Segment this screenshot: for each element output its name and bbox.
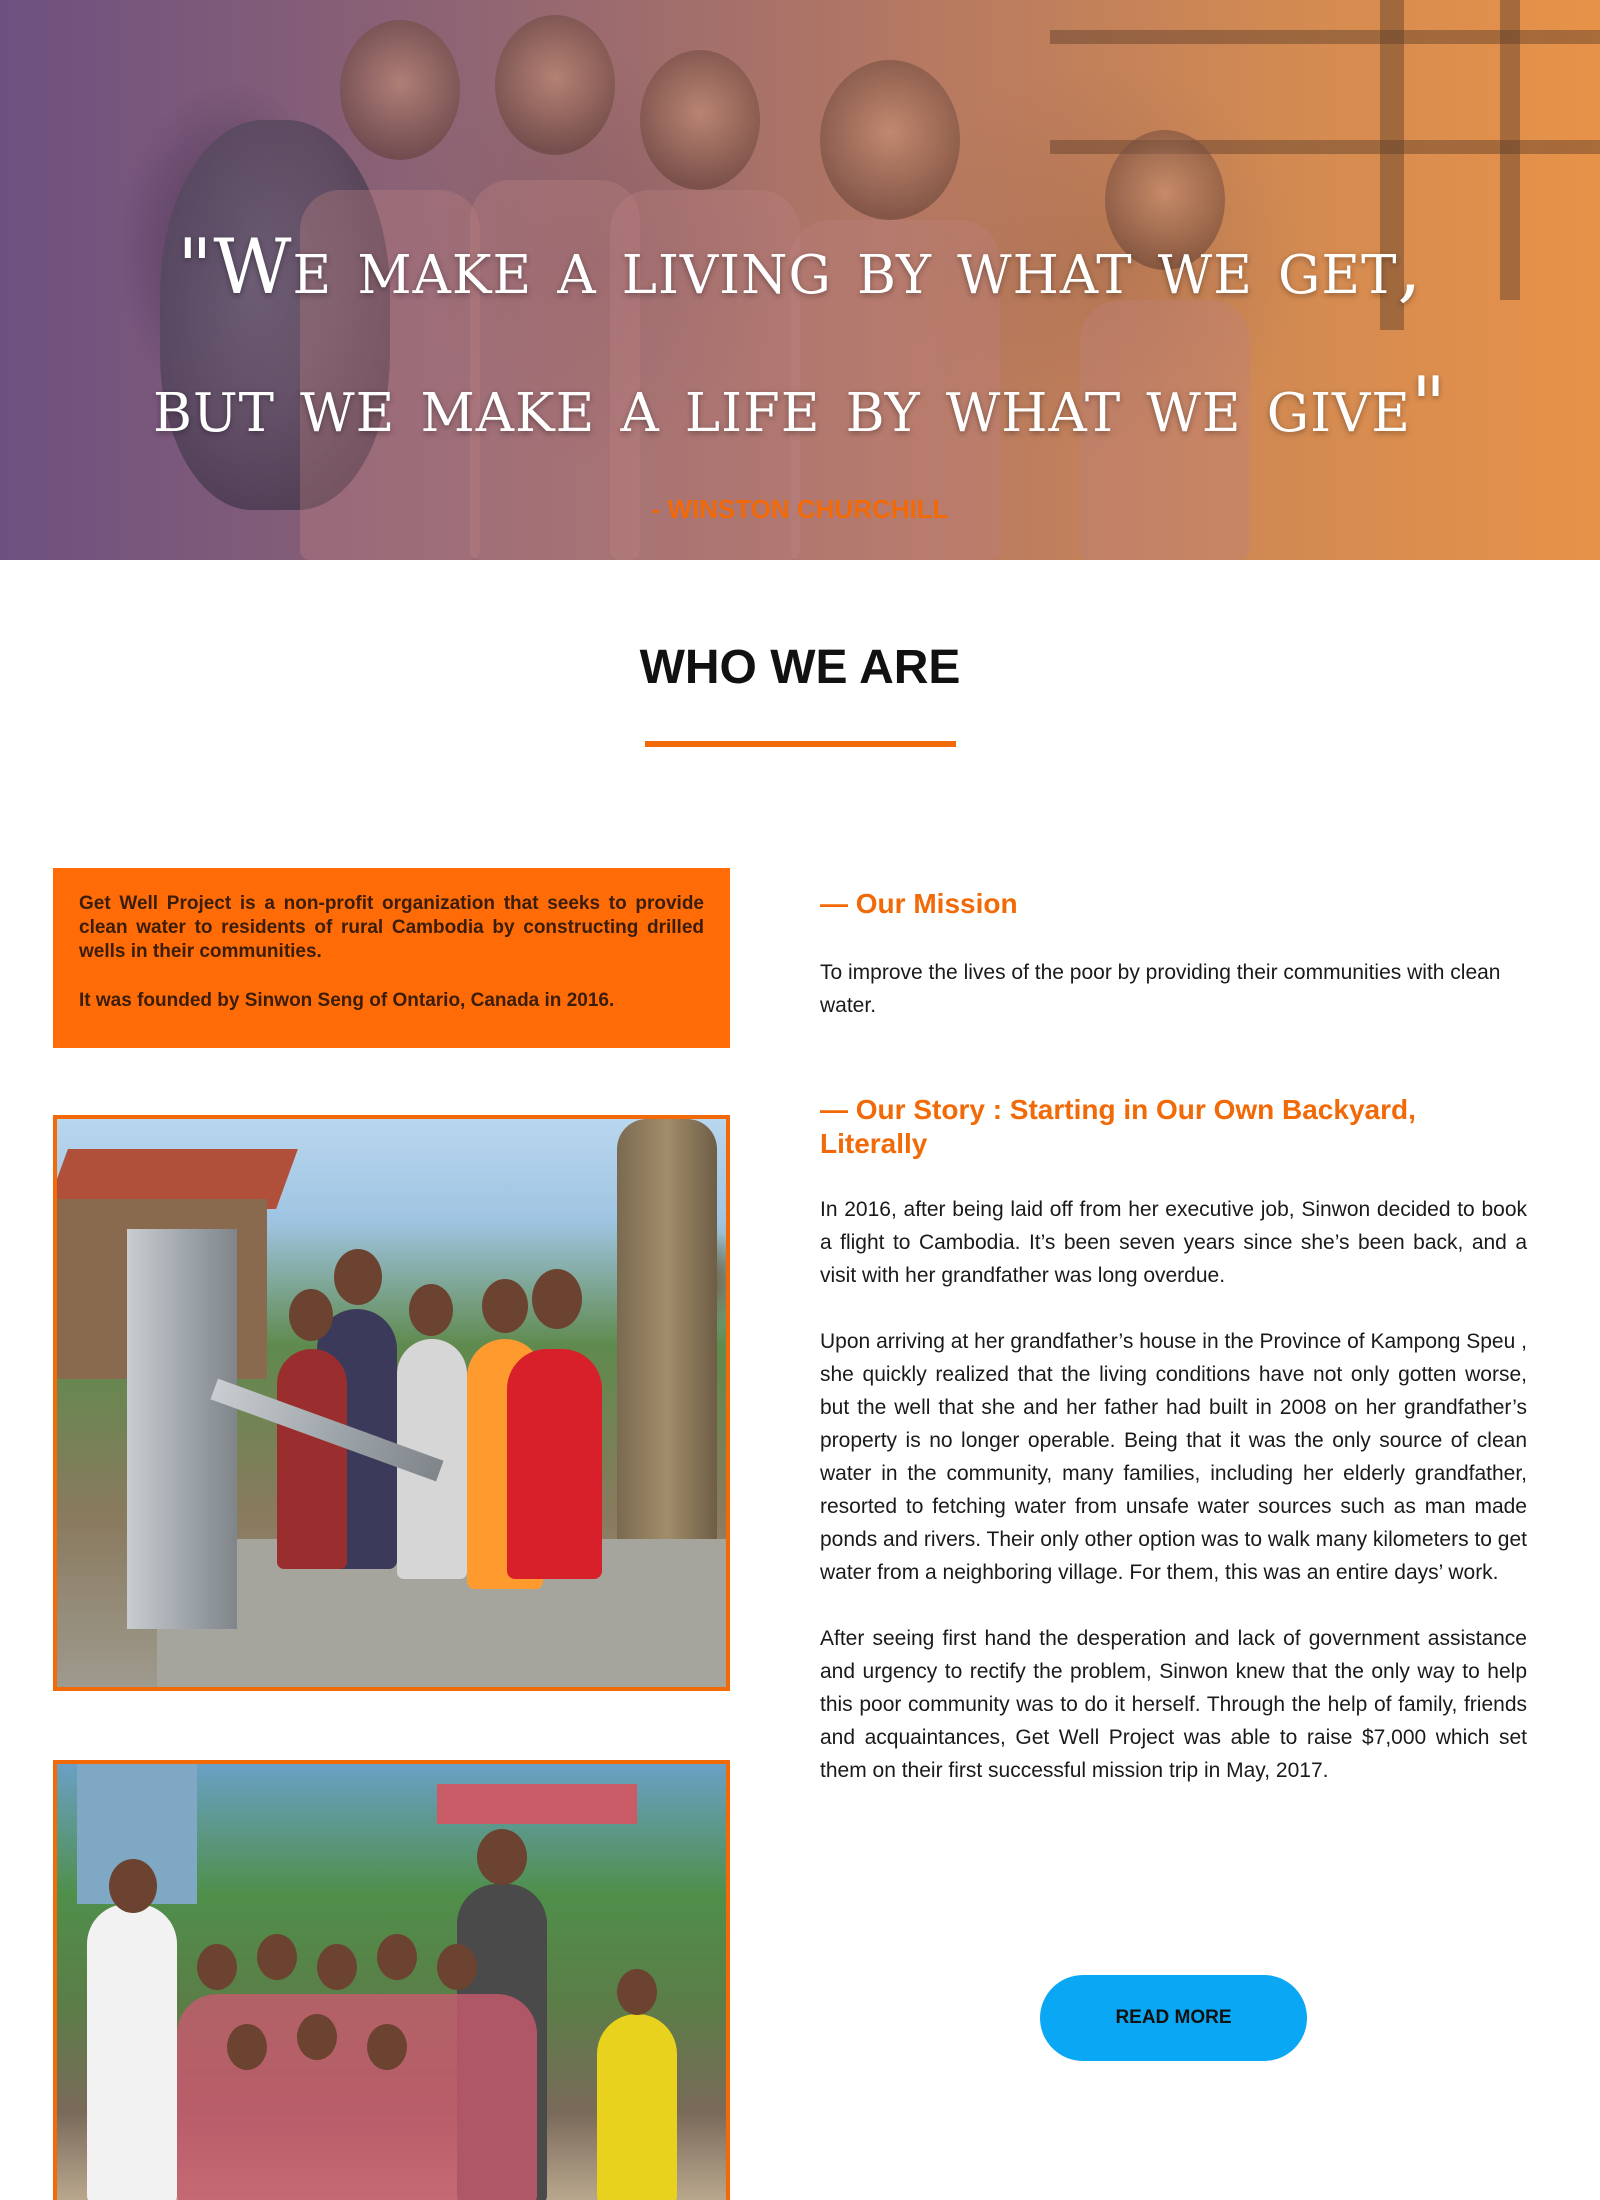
photo-child-head <box>482 1279 528 1333</box>
photo-child-head <box>197 1944 237 1990</box>
story-heading: — Our Story : Starting in Our Own Backyard, Literally <box>820 1094 1416 1159</box>
read-more-button[interactable]: READ MORE <box>1040 1975 1307 2061</box>
photo-water-pump-children <box>53 1115 730 1691</box>
about-paragraph: Get Well Project is a non-profit organization that seeks to provide clean water to residents of rural Cambodia by constructing drilled wells in their communities. <box>79 893 704 962</box>
about-founder-paragraph: It was founded by Sinwon Seng of Ontario, Canada in 2016. <box>79 990 615 1011</box>
story-paragraph: In 2016, after being laid off from her executive job, Sinwon decided to book a flight to Cambodia. It’s been seven years since she’s been back, and a visit with her grandfather was long overdue. <box>820 1198 1527 1287</box>
mission-heading: — Our Mission <box>820 888 1018 919</box>
photo-child <box>177 1994 537 2200</box>
photo-child <box>507 1349 602 1579</box>
photo-house-roof <box>437 1784 637 1824</box>
hero-banner <box>0 0 1600 560</box>
photo-child <box>597 2014 677 2200</box>
photo-water-pump <box>127 1229 237 1629</box>
story-paragraph: Upon arriving at her grandfather’s house in the Province of Kampong Speu , she quickly realized that the living conditions have not only gotten worse, but the well that she and her father had built in 2008 on her grandfather’s property is no longer operable. Being that it was the only source of clean water in the community, many families, including her elderly grandfather, resorted to fetching water from unsafe water sources such as man made ponds and rivers. Their only other option was to walk many kilometers to get water from a neighboring village. For them, this was an entire days’ work. <box>820 1330 1527 1584</box>
photo-child-head <box>409 1284 453 1336</box>
hero-child-face <box>340 20 460 160</box>
photo-child <box>277 1349 347 1569</box>
photo-child-head <box>367 2024 407 2070</box>
title-underline <box>645 741 956 747</box>
hero-quote-line-1: "We make a living by what we get, <box>177 222 1423 311</box>
photo-child-head <box>227 2024 267 2070</box>
section-title: WHO WE ARE <box>639 641 961 694</box>
hero-quote-line-2: but we make a life by what we give" <box>153 360 1447 449</box>
photo-child-head <box>257 1934 297 1980</box>
about-callout <box>53 868 730 1048</box>
photo-adult <box>87 1904 177 2200</box>
photo-child-head <box>377 1934 417 1980</box>
hero-child-face <box>495 15 615 155</box>
photo-child-head <box>617 1969 657 2015</box>
photo-adult-head <box>477 1829 527 1885</box>
hero-quote-author: - WINSTON CHURCHILL <box>651 494 949 524</box>
photo-child-head <box>317 1944 357 1990</box>
mission-text: To improve the lives of the poor by providing their communities with clean water. <box>820 961 1501 1017</box>
photo-children-group <box>53 1760 730 2200</box>
story-body <box>820 1193 1527 1787</box>
photo-child-head <box>334 1249 382 1305</box>
story-paragraph: After seeing first hand the desperation and lack of government assistance and urgency to rectify the problem, Sinwon knew that the only way to help this poor community was to do it herself. Through the help of family, friends and acquaintances, Get Well Project was able to raise $7,000 which set them on their first successful mission trip in May, 2017. <box>820 1627 1527 1782</box>
photo-child-head <box>297 2014 337 2060</box>
hero-child-face <box>640 50 760 190</box>
photo-child-head <box>289 1289 333 1341</box>
photo-adult-head <box>109 1859 157 1913</box>
photo-child-head <box>532 1269 582 1329</box>
hero-child-face <box>820 60 960 220</box>
photo-child-head <box>437 1944 477 1990</box>
